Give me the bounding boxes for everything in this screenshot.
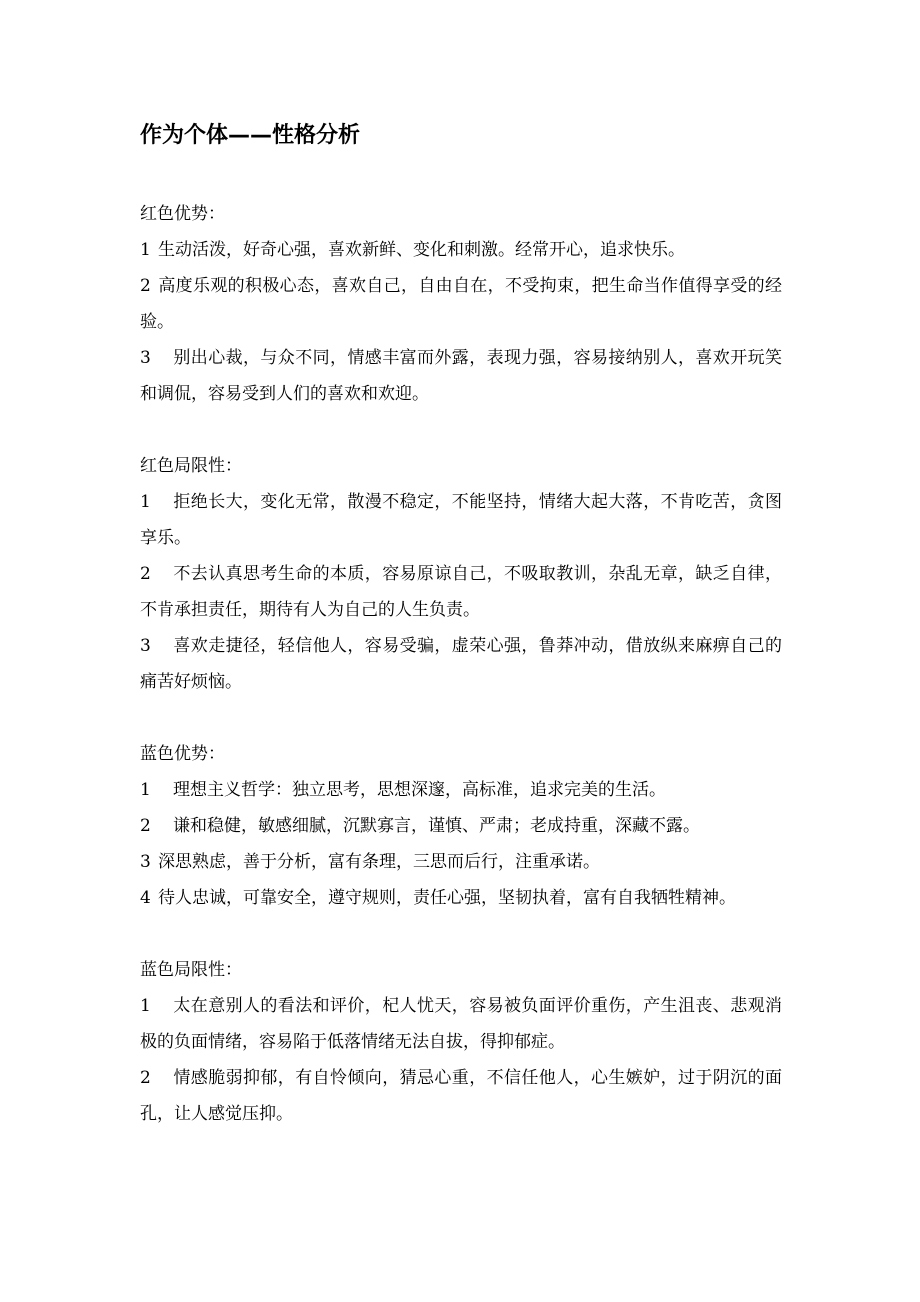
document-body: [140, 196, 782, 1168]
item-text: 谦和稳健，敏感细腻，沉默寡言，谨慎、严肃；老成持重，深藏不露。: [173, 816, 700, 836]
list-item: [140, 484, 782, 556]
section-heading: 蓝色优势：: [140, 744, 225, 764]
list-item: [140, 268, 782, 340]
list-item: [140, 988, 782, 1060]
item-number: 2: [140, 1068, 151, 1088]
section-blue-limitations: [140, 952, 782, 1132]
item-text: 不去认真思考生命的本质，容易原谅自己，不吸取教训，杂乱无章，缺乏自律，不肯承担责任，期待有人为自己的人生负责。: [140, 564, 782, 620]
list-item: [140, 772, 782, 808]
section-red-strengths: [140, 196, 782, 412]
section-blue-strengths: [140, 736, 782, 916]
list-item: [140, 1060, 782, 1132]
item-number: 3: [140, 636, 151, 656]
item-number: 1: [140, 240, 151, 260]
item-number: 2: [140, 276, 151, 296]
item-number: 4: [140, 888, 151, 908]
item-number: 1: [140, 780, 151, 800]
list-item: [140, 880, 782, 916]
item-number: 3: [140, 852, 151, 872]
item-text: 生动活泼，好奇心强，喜欢新鲜、变化和刺激。经常开心，追求快乐。: [158, 240, 685, 260]
item-text: 喜欢走捷径，轻信他人，容易受骗，虚荣心强，鲁莽冲动，借放纵来麻痹自己的痛苦好烦恼。: [140, 636, 782, 692]
section-red-limitations: [140, 448, 782, 700]
item-number: 2: [140, 816, 151, 836]
item-text: 拒绝长大，变化无常，散漫不稳定，不能坚持，情绪大起大落，不肯吃苦，贪图享乐。: [140, 492, 782, 548]
item-number: 2: [140, 564, 151, 584]
section-heading: 蓝色局限性：: [140, 960, 242, 980]
list-item: [140, 556, 782, 628]
item-text: 情感脆弱抑郁，有自怜倾向，猜忌心重，不信任他人，心生嫉妒，过于阴沉的面孔，让人感觉压抑。: [140, 1068, 782, 1124]
section-heading: 红色局限性：: [140, 456, 242, 476]
document-title: 作为个体——性格分析: [140, 123, 361, 148]
item-number: 1: [140, 492, 151, 512]
item-text: 太在意别人的看法和评价，杞人忧天，容易被负面评价重伤，产生沮丧、悲观消极的负面情绪，容易陷于低落情绪无法自拔，得抑郁症。: [140, 996, 782, 1052]
item-number: 1: [140, 996, 151, 1016]
list-item: [140, 232, 782, 268]
item-text: 待人忠诚，可靠安全，遵守规则，责任心强，坚韧执着，富有自我牺牲精神。: [158, 888, 736, 908]
list-item: [140, 844, 782, 880]
item-text: 高度乐观的积极心态，喜欢自己，自由自在，不受拘束，把生命当作值得享受的经验。: [140, 276, 782, 332]
item-text: 理想主义哲学：独立思考，思想深邃，高标准，追求完美的生活。: [173, 780, 666, 800]
list-item: [140, 628, 782, 700]
list-item: [140, 340, 782, 412]
item-number: 3: [140, 348, 151, 368]
section-heading: 红色优势：: [140, 204, 225, 224]
item-text: 别出心裁，与众不同，情感丰富而外露，表现力强，容易接纳别人，喜欢开玩笑和调侃，容易受到人们的喜欢和欢迎。: [140, 348, 782, 404]
list-item: [140, 808, 782, 844]
item-text: 深思熟虑，善于分析，富有条理，三思而后行，注重承诺。: [158, 852, 600, 872]
